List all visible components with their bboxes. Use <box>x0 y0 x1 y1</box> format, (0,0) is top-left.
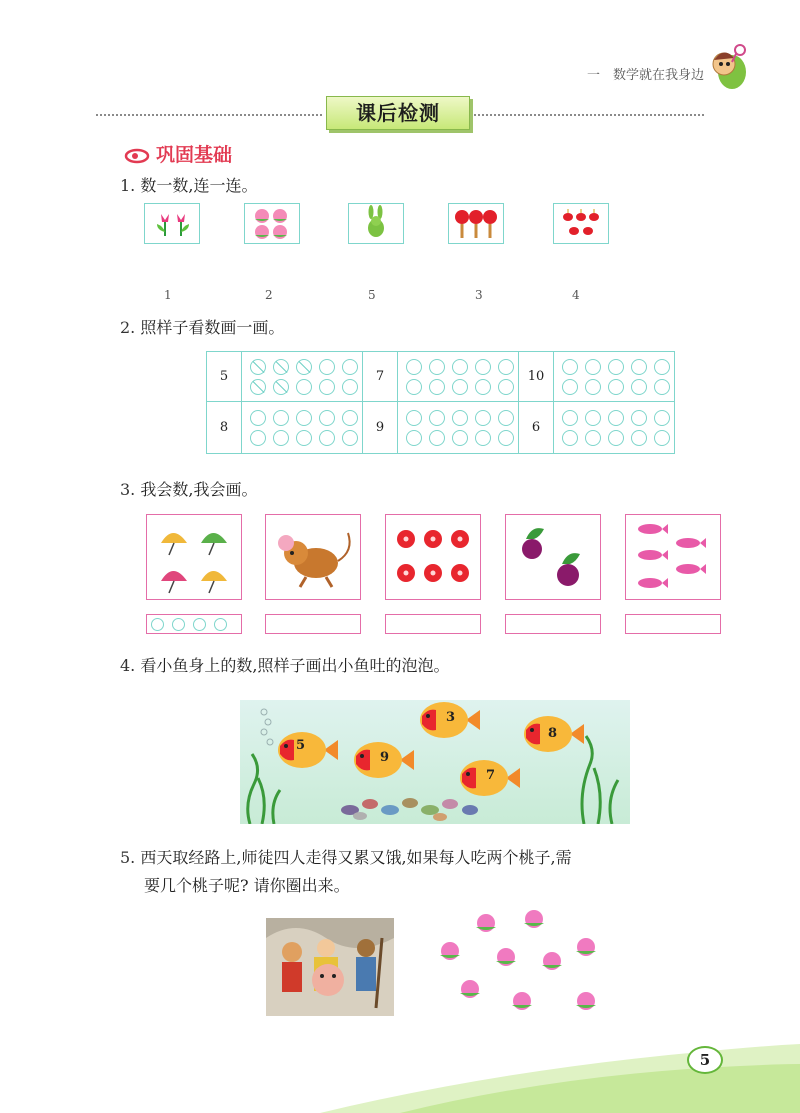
pebbles-icon <box>341 798 478 821</box>
target-number: 8 <box>207 402 242 454</box>
picture-peaches <box>244 203 300 244</box>
circle-cell[interactable] <box>398 402 519 454</box>
fish-number: 5 <box>296 738 306 753</box>
answer-box[interactable] <box>146 614 242 634</box>
page-number: 5 <box>687 1046 723 1074</box>
question-1 <box>120 172 257 200</box>
draw-circles-table <box>206 351 675 454</box>
lantern-icon <box>554 204 608 243</box>
answer-box[interactable] <box>265 614 361 634</box>
answer-box[interactable] <box>385 614 481 634</box>
fish-number: 7 <box>486 768 496 783</box>
question-text: 西天取经路上,师徒四人走得又累又饿,如果每人吃两个桃子,需 <box>140 848 572 867</box>
picture-mouse <box>265 514 361 600</box>
question-5 <box>120 844 740 900</box>
question-number: 2. <box>120 318 136 337</box>
count-label: 2 <box>265 288 273 302</box>
circle-grid-crossed <box>242 359 362 395</box>
bubble-icon <box>261 709 273 745</box>
fish-icon <box>626 515 720 599</box>
circle-cell[interactable] <box>242 402 363 454</box>
question-number: 3. <box>120 480 136 499</box>
peaches-group <box>430 905 610 1025</box>
answer-box[interactable] <box>625 614 721 634</box>
question-number: 1. <box>120 176 136 195</box>
pilgrims-illustration <box>266 918 394 1016</box>
footer-wave-decoration <box>320 1030 800 1113</box>
fish-pond-illustration <box>240 700 630 824</box>
question-text: 照样子看数画一画。 <box>140 318 285 337</box>
section-label: 巩固基础 <box>156 144 233 166</box>
circle-cell[interactable] <box>554 352 675 402</box>
picture-flowers-red <box>385 514 481 600</box>
target-number: 10 <box>519 352 554 402</box>
count-label: 3 <box>475 288 483 302</box>
target-number: 5 <box>207 352 242 402</box>
question-2 <box>120 314 284 342</box>
fish-icon <box>278 702 584 796</box>
count-label: 1 <box>164 288 172 302</box>
answer-box[interactable] <box>505 614 601 634</box>
target-number: 9 <box>363 402 398 454</box>
mascot-icon <box>702 42 748 92</box>
mouse-icon <box>266 515 360 599</box>
picture-fish <box>625 514 721 600</box>
question-text-line2: 要几个桃子呢? 请你圈出来。 <box>144 876 350 895</box>
question-text: 看小鱼身上的数,照样子画出小鱼吐的泡泡。 <box>140 656 450 675</box>
circle-cell[interactable] <box>398 352 519 402</box>
section-heading <box>124 140 232 167</box>
radish-icon <box>506 515 600 599</box>
fish-number: 9 <box>380 750 390 765</box>
rabbit-icon <box>349 204 403 243</box>
count-label: 4 <box>572 288 580 302</box>
circle-cell[interactable] <box>242 352 363 402</box>
question-text: 数一数,连一连。 <box>140 176 258 195</box>
divider-left <box>96 114 322 116</box>
target-number: 7 <box>363 352 398 402</box>
umbrella-icon <box>147 515 241 599</box>
picture-rabbit <box>348 203 404 244</box>
target-number: 6 <box>519 402 554 454</box>
picture-flowers <box>144 203 200 244</box>
peach-icon <box>430 905 610 1025</box>
divider-right <box>474 114 704 116</box>
eye-icon <box>124 148 150 164</box>
count-label: 5 <box>368 288 376 302</box>
picture-paddles <box>448 203 504 244</box>
picture-radishes <box>505 514 601 600</box>
ping-pong-paddle-icon <box>449 204 503 243</box>
circle-cell[interactable] <box>554 402 675 454</box>
question-3 <box>120 476 257 504</box>
page-title: 课后检测 <box>326 96 470 130</box>
fish-number: 8 <box>548 726 558 741</box>
question-4 <box>120 652 449 680</box>
question-number: 4. <box>120 656 136 675</box>
chapter-title: 一 数学就在我身边 <box>586 68 704 83</box>
tulip-icon <box>157 214 169 236</box>
question-text: 我会数,我会画。 <box>140 480 258 499</box>
question-number: 5. <box>120 848 136 867</box>
picture-lanterns <box>553 203 609 244</box>
flower-icon <box>386 515 480 599</box>
picture-umbrellas <box>146 514 242 600</box>
fish-number: 3 <box>446 710 456 725</box>
